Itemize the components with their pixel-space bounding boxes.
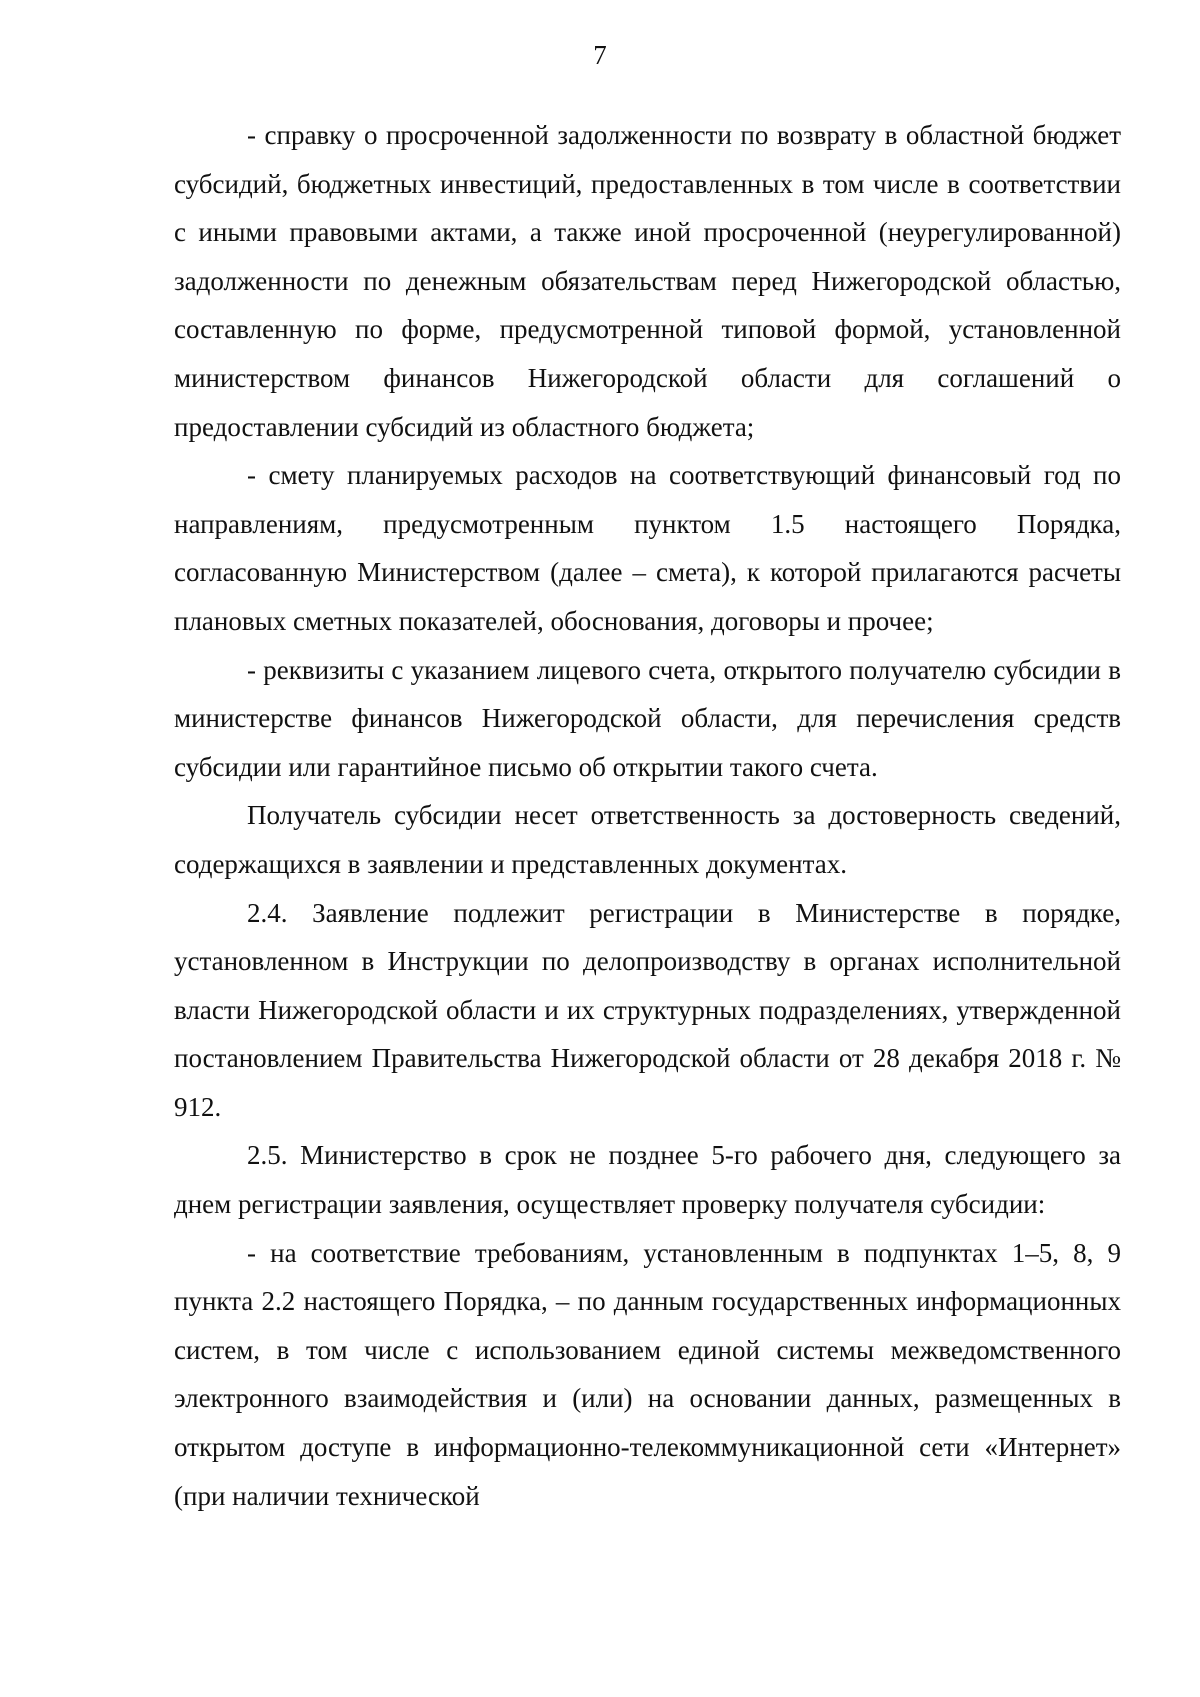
paragraph-bank-details: - реквизиты с указанием лицевого счета, открытого получателю субсидии в министерстве финансов Нижегородской области, для перечисления средств субсидии или гарантийное письмо об открытии такого счета.	[174, 654, 1121, 782]
paragraph-2-4: 2.4. Заявление подлежит регистрации в Министерстве в порядке, установленном в Инструкции по делопроизводству в органах исполнительной власти Нижегородской области и их структурных подразделениях, утвержденной постановлением Правительства Нижегородской области от 28 декабря 2018 г. № 912.	[174, 897, 1121, 1122]
paragraph-requirements-check: - на соответствие требованиям, установленным в подпунктах 1–5, 8, 9 пункта 2.2 настоящего Порядка, – по данным государственных информационных систем, в том числе с использованием единой системы межведомственного электронного взаимодействия и (или) на основании данных, размещенных в открытом доступе в информационно-телекоммуникационной сети «Интернет» (при наличии технической	[174, 1237, 1121, 1511]
paragraph-responsibility: Получатель субсидии несет ответственность за достоверность сведений, содержащихся в заявлении и представленных документах.	[174, 800, 1121, 879]
document-body	[174, 111, 1121, 1520]
paragraph-2-5: 2.5. Министерство в срок не позднее 5-го рабочего дня, следующего за днем регистрации заявления, осуществляет проверку получателя субсидии:	[174, 1140, 1121, 1220]
paragraph-debt-certificate: - справку о просроченной задолженности по возврату в областной бюджет субсидий, бюджетных инвестиций, предоставленных в том числе в соответствии с иными правовыми актами, а также иной просроченной (неурегулированной) задолженности по денежным обязательствам перед Нижегородской областью, составленную по форме, предусмотренной типовой формой, установленной министерством финансов Нижегородской области для соглашений о предоставлении субсидий из областного бюджета;	[174, 120, 1121, 442]
paragraph-expense-estimate: - смету планируемых расходов на соответствующий финансовый год по направлениям, предусмотренным пунктом 1.5 настоящего Порядка, согласованную Министерством (далее – смета), к которой прилагаются расчеты плановых сметных показателей, обоснования, договоры и прочее;	[174, 460, 1121, 636]
page-number: 7	[593, 40, 607, 70]
